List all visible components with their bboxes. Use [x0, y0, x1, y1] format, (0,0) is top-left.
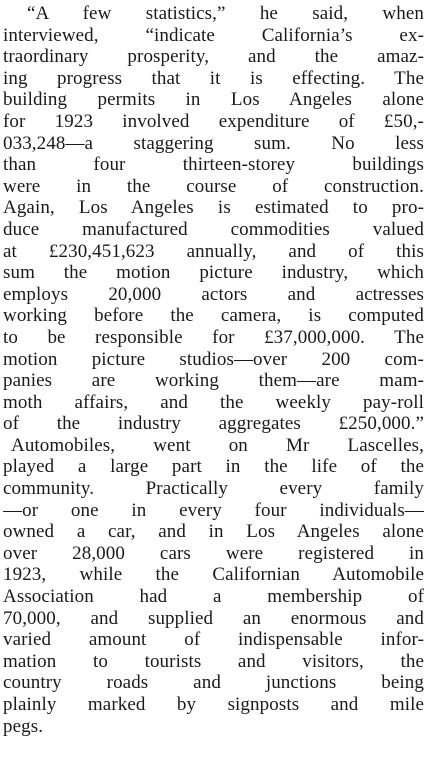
text-line: ing progress that it is effecting. The [3, 67, 424, 89]
paragraph-statistics-quote [3, 3, 424, 435]
text-line: duce manufactured commodities valued [3, 218, 424, 240]
text-line: were in the course of construction. [3, 175, 424, 197]
text-line: of the industry aggregates £250,000.” [3, 413, 424, 435]
text-line: mation to tourists and visitors, the [3, 650, 424, 672]
text-line: plainly marked by signposts and mile [3, 694, 424, 715]
text-line: at £230,451,623 annually, and of this [3, 240, 424, 262]
text-line: owned a car, and in Los Angeles alone [3, 521, 424, 543]
text-line: interviewed, “indicate California’s ex- [3, 24, 424, 46]
text-line: country roads and junctions being [3, 672, 424, 694]
text-line: for 1923 involved expenditure of £50,- [3, 110, 424, 132]
text-line: community. Practically every family [3, 478, 424, 500]
text-line: to be responsible for £37,000,000. The [3, 326, 424, 348]
text-line: played a large part in the life of the [3, 456, 424, 478]
text-line: 033,248—a staggering sum. No less [3, 132, 424, 154]
text-line: 1923, while the Californian Automobile [3, 564, 424, 586]
text-line: over 28,000 cars were registered in [3, 542, 424, 564]
paragraph-automobiles [3, 435, 424, 737]
text-line: “A few statistics,” he said, when [27, 3, 424, 24]
text-line: working before the camera, is computed [3, 305, 424, 327]
text-line: 70,000, and supplied an enormous and [3, 607, 424, 629]
text-line: moth affairs, and the weekly pay-roll [3, 391, 424, 413]
text-line: pegs. [3, 715, 44, 737]
text-line: building permits in Los Angeles alone [3, 89, 424, 111]
text-line: sum the motion picture industry, which [3, 262, 424, 284]
text-line: motion picture studios—over 200 com- [3, 348, 424, 370]
text-line: panies are working them—are mam- [3, 370, 424, 392]
text-line: employs 20,000 actors and actresses [3, 283, 424, 305]
text-line: than four thirteen-storey buildings [3, 154, 424, 176]
text-line: —or one in every four individuals— [3, 499, 424, 521]
text-line: Automobiles, went on Mr Lascelles, [11, 434, 424, 456]
text-line: varied amount of indispensable infor- [3, 629, 424, 651]
text-line: Again, Los Angeles is estimated to pro- [3, 197, 424, 219]
text-line: traordinary prosperity, and the amaz- [3, 46, 424, 68]
text-line: Association had a membership of [3, 586, 424, 608]
